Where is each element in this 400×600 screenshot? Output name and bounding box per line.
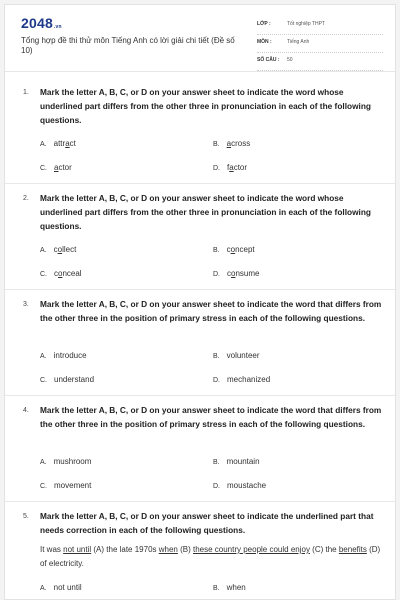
meta-row-count <box>257 53 383 71</box>
question-passage <box>40 543 385 571</box>
question-number: 3. <box>23 301 29 308</box>
option-letter: D. <box>213 377 220 384</box>
option-letter: B. <box>213 459 220 466</box>
option-text-pre: attr <box>53 139 66 148</box>
logo-text: 2048 <box>21 15 53 31</box>
option-text: volunteer <box>226 351 260 360</box>
option-letter: A. <box>40 141 47 148</box>
option-text: moustache <box>227 481 267 490</box>
question-5 <box>5 501 396 600</box>
option-underlined: o <box>58 269 63 278</box>
option-b[interactable] <box>213 583 246 592</box>
option-text-pre: c <box>226 245 231 254</box>
option-b[interactable] <box>213 457 260 466</box>
option-text-post: ctor <box>233 163 248 172</box>
option-text: introduce <box>53 351 87 360</box>
option-underlined: o <box>231 269 236 278</box>
option-a[interactable] <box>40 583 82 592</box>
option-letter: D. <box>213 271 220 278</box>
option-letter: B. <box>213 141 220 148</box>
option-letter: D. <box>213 165 220 172</box>
question-text: Mark the letter A, B, C, or D on your answer sheet to indicate the underlined part that needs correction in each of the following questions. <box>40 511 374 535</box>
option-letter: A. <box>40 459 47 466</box>
question-number: 2. <box>23 195 29 202</box>
meta-row-subject <box>257 35 383 53</box>
option-c[interactable] <box>40 163 72 172</box>
meta-value: 50 <box>287 57 293 63</box>
passage-underlined: when <box>158 545 178 554</box>
passage-text: It was <box>40 545 64 554</box>
option-letter: A. <box>40 585 47 592</box>
option-letter: B. <box>213 353 220 360</box>
question-2 <box>5 183 396 290</box>
option-a[interactable] <box>40 351 87 360</box>
option-c[interactable] <box>40 375 94 384</box>
option-underlined: o <box>230 245 236 254</box>
option-underlined: o <box>57 245 63 254</box>
logo-suffix: .vn <box>53 24 62 30</box>
option-underlined: a <box>226 139 232 148</box>
question-3 <box>5 289 396 396</box>
option-text-post: nceal <box>62 269 82 278</box>
passage-text: (B) <box>177 545 193 554</box>
option-d[interactable] <box>213 269 259 278</box>
passage-text: (D) of electricity. <box>40 545 381 568</box>
meta-value: Tiếng Anh <box>287 39 310 45</box>
site-logo[interactable] <box>21 15 62 31</box>
question-number: 4. <box>23 407 29 414</box>
option-letter: C. <box>40 165 47 172</box>
option-letter: C. <box>40 377 47 384</box>
option-text-pre: c <box>54 269 58 278</box>
passage-underlined: these country people could enjoy <box>192 545 310 554</box>
option-letter: B. <box>213 247 220 254</box>
option-text: when <box>226 583 246 592</box>
option-a[interactable] <box>40 457 91 466</box>
option-text: mountain <box>226 457 260 466</box>
option-letter: D. <box>213 483 220 490</box>
option-text-post: llect <box>62 245 77 254</box>
option-a[interactable] <box>40 245 76 254</box>
document-meta <box>257 17 383 71</box>
option-text: movement <box>54 481 92 490</box>
option-b[interactable] <box>213 139 250 148</box>
option-text-pre: c <box>227 269 231 278</box>
option-letter: A. <box>40 247 47 254</box>
option-letter: C. <box>40 483 47 490</box>
question-number: 5. <box>23 513 29 520</box>
option-letter: A. <box>40 353 47 360</box>
option-c[interactable] <box>40 269 82 278</box>
option-text-post: ct <box>69 139 76 148</box>
question-text: Mark the letter A, B, C, or D on your answer sheet to indicate the word that differs from the other three in the position of primary stress in each of the following questions. <box>40 299 382 323</box>
option-c[interactable] <box>40 481 91 490</box>
passage-text: (A) the late 1970s <box>91 545 159 554</box>
meta-value: Tốt nghiệp THPT <box>287 21 325 27</box>
option-d[interactable] <box>213 481 266 490</box>
question-number: 1. <box>23 89 29 96</box>
document-title: Tổng hợp đề thi thử môn Tiếng Anh có lời giải chi tiết (Đề số 10) <box>21 36 235 55</box>
option-d[interactable] <box>213 375 270 384</box>
question-text: Mark the letter A, B, C, or D on your answer sheet to indicate the word whose underlined part differs from the other three in pronunciation in each of the following questions. <box>40 87 371 125</box>
option-text-pre: f <box>227 163 230 172</box>
meta-key: LỚP : <box>257 21 271 27</box>
question-text: Mark the letter A, B, C, or D on your answer sheet to indicate the word whose underlined part differs from the other three in pronunciation in each of the following questions. <box>40 193 371 231</box>
passage-underlined: not until <box>63 545 92 554</box>
option-text: understand <box>54 375 95 384</box>
option-text-post: nsume <box>235 269 260 278</box>
option-d[interactable] <box>213 163 247 172</box>
passage-text: (C) the <box>309 545 339 554</box>
option-text: mushroom <box>53 457 92 466</box>
document-header <box>5 5 395 72</box>
option-text-post: ctor <box>58 163 72 172</box>
option-underlined: a <box>54 163 59 172</box>
meta-key: MÔN : <box>257 39 272 45</box>
option-text: not until <box>53 583 82 592</box>
meta-row-class <box>257 17 383 35</box>
question-1 <box>5 77 396 184</box>
option-underlined: a <box>65 139 70 148</box>
option-text-pre: c <box>53 245 58 254</box>
option-text-post: ncept <box>235 245 255 254</box>
option-letter: B. <box>213 585 220 592</box>
option-b[interactable] <box>213 245 255 254</box>
document-page <box>4 4 396 600</box>
meta-key: SỐ CÂU : <box>257 57 280 63</box>
option-text-post: cross <box>231 139 251 148</box>
option-text: mechanized <box>227 375 271 384</box>
option-b[interactable] <box>213 351 260 360</box>
question-4 <box>5 395 396 502</box>
question-text: Mark the letter A, B, C, or D on your answer sheet to indicate the word that differs from the other three in the position of primary stress in each of the following questions. <box>40 405 382 429</box>
option-a[interactable] <box>40 139 76 148</box>
passage-underlined: benefits <box>338 545 367 554</box>
option-underlined: a <box>229 163 234 172</box>
option-letter: C. <box>40 271 47 278</box>
